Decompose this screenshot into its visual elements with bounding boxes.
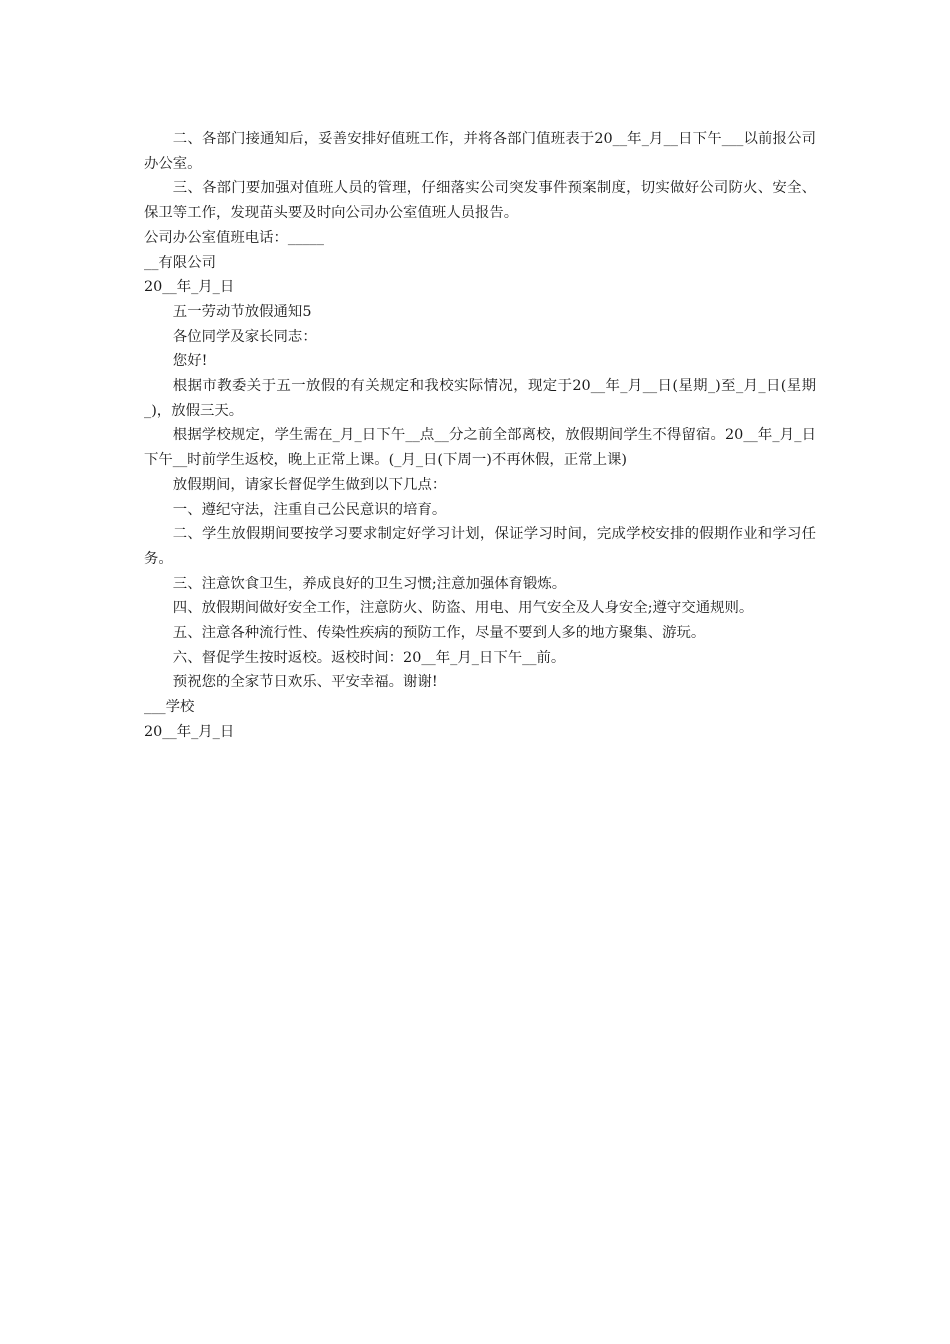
closing-wishes: 预祝您的全家节日欢乐、平安幸福。谢谢! [172,674,438,691]
notice-title: 五一劳动节放假通知5 [172,303,312,320]
greeting: 您好! [172,353,208,370]
list-item-6: 六、督促学生按时返校。返校时间：20__年_月_日下午__前。 [172,649,566,666]
document-body [144,127,816,745]
paragraph-leave-return: 根据学校规定，学生需在_月_日下午__点__分之前全部离校，放假期间学生不得留宿。20__年_月_日下午__时前学生返校，晚上正常上课。(_月_日(下周一)不再休假，正常上课) [144,427,816,469]
school-date: 20__年_月_日 [144,723,235,740]
company-signature: __有限公司 [144,254,216,271]
list-item-5: 五、注意各种流行性、传染性疾病的预防工作，尽量不要到人多的地方聚集、游玩。 [172,625,706,642]
paragraph-parent-guidance: 放假期间，请家长督促学生做到以下几点： [172,476,447,493]
list-item-3: 三、注意饮食卫生，养成良好的卫生习惯;注意加强体育锻炼。 [172,575,567,592]
company-date: 20__年_月_日 [144,279,235,296]
paragraph-duty-management: 三、各部门要加强对值班人员的管理，仔细落实公司突发事件预案制度，切实做好公司防火、安全、保卫等工作，发现苗头要及时向公司办公室值班人员报告。 [144,180,816,222]
list-item-4: 四、放假期间做好安全工作，注意防火、防盗、用电、用气安全及人身安全;遵守交通规则。 [172,600,754,617]
salutation: 各位同学及家长同志： [172,328,317,345]
paragraph-holiday-dates: 根据市教委关于五一放假的有关规定和我校实际情况，现定于20__年_月__日(星期_)至_月_日(星期_)，放假三天。 [144,378,816,419]
paragraph-duty-roster: 二、各部门接通知后，妥善安排好值班工作，并将各部门值班表于20__年_月__日下午___以前报公司办公室。 [144,131,816,172]
list-item-2: 二、学生放假期间要按学习要求制定好学习计划，保证学习时间，完成学校安排的假期作业和学习任务。 [144,526,816,567]
school-signature: ___学校 [144,699,195,716]
list-item-1: 一、遵纪守法，注重自己公民意识的培育。 [172,501,447,518]
office-duty-phone: 公司办公室值班电话：_____ [144,229,324,246]
